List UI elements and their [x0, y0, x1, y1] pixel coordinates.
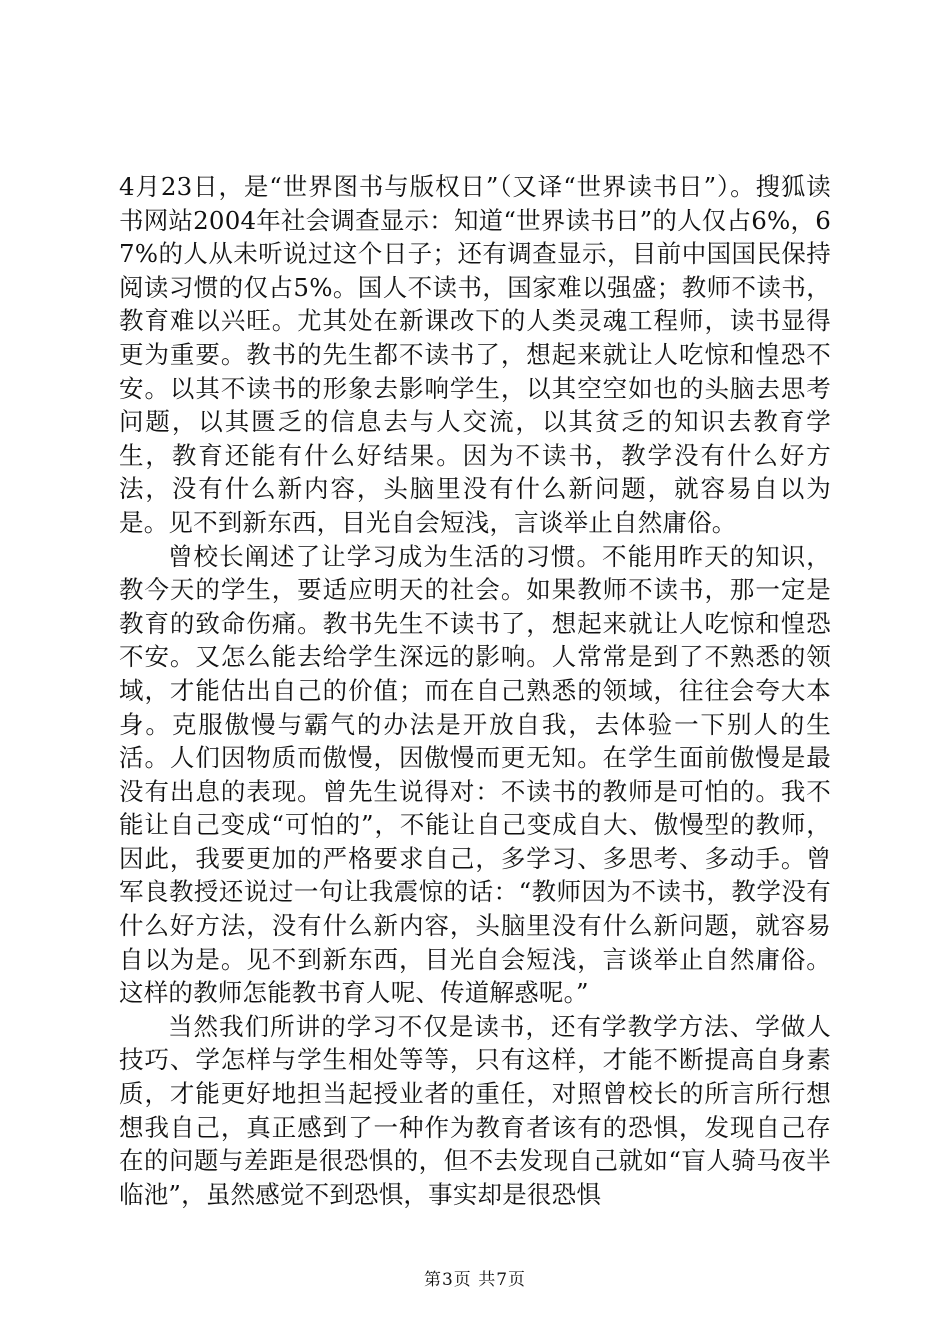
page-number-footer: 第3页 共7页 [423, 1270, 527, 1290]
paragraph-3: 当然我们所讲的学习不仅是读书，还有学教学方法、学做人技巧、学怎样与学生相处等等，只有这样，才能不断提高自身素质，才能更好地担当起授业者的重任，对照曾校长的所言所行想想我自己，真正感到了一种作为教育者该有的恐惧，发现自己存在的问题与差距是很恐惧的，但不去发现自己就如“盲人骑马夜半临池”，虽然感觉不到恐惧，事实却是很恐惧 [119, 1011, 831, 1209]
paragraph-1: 4月23日，是“世界图书与版权日”（又译“世界读书日”）。搜狐读书网站2004年社会调查显示：知道“世界读书日”的人仅占6%，67%的人从未听说过这个日子；还有调查显示，目前中国国民保持阅读习惯的仅占5%。国人不读书，国家难以强盛；教师不读书，教育难以兴旺。尤其处在新课改下的人类灵魂工程师，读书显得更为重要。教书的先生都不读书了，想起来就让人吃惊和惶恐不安。以其不读书的形象去影响学生，以其空空如也的头脑去思考问题，以其匮乏的信息去与人交流，以其贫乏的知识去教育学生，教育还能有什么好结果。因为不读书，教学没有什么好方法，没有什么新内容，头脑里没有什么新问题，就容易自以为是。见不到新东西，目光自会短浅，言谈举止自然庸俗。 [119, 172, 831, 537]
body-text [119, 170, 831, 1211]
paragraph-2: 曾校长阐述了让学习成为生活的习惯。不能用昨天的知识，教今天的学生，要适应明天的社会。如果教师不读书，那一定是教育的致命伤痛。教书先生不读书了，想起来就让人吃惊和惶恐不安。又怎么能去给学生深远的影响。人常常是到了不熟悉的领域，才能估出自己的价值；而在自己熟悉的领域，往往会夸大本身。克服傲慢与霸气的办法是开放自我，去体验一下别人的生活。人们因物质而傲慢，因傲慢而更无知。在学生面前傲慢是最没有出息的表现。曾先生说得对：不读书的教师是可怕的。我不能让自己变成“可怕的”，不能让自己变成自大、傲慢型的教师，因此，我要更加的严格要求自己，多学习、多思考、多动手。曾军良教授还说过一句让我震惊的话：“教师因为不读书，教学没有什么好方法，没有什么新内容，头脑里没有什么新问题，就容易自以为是。见不到新东西，目光自会短浅，言谈举止自然庸俗。这样的教师怎能教书育人呢、传道解惑呢。” [119, 541, 831, 1008]
